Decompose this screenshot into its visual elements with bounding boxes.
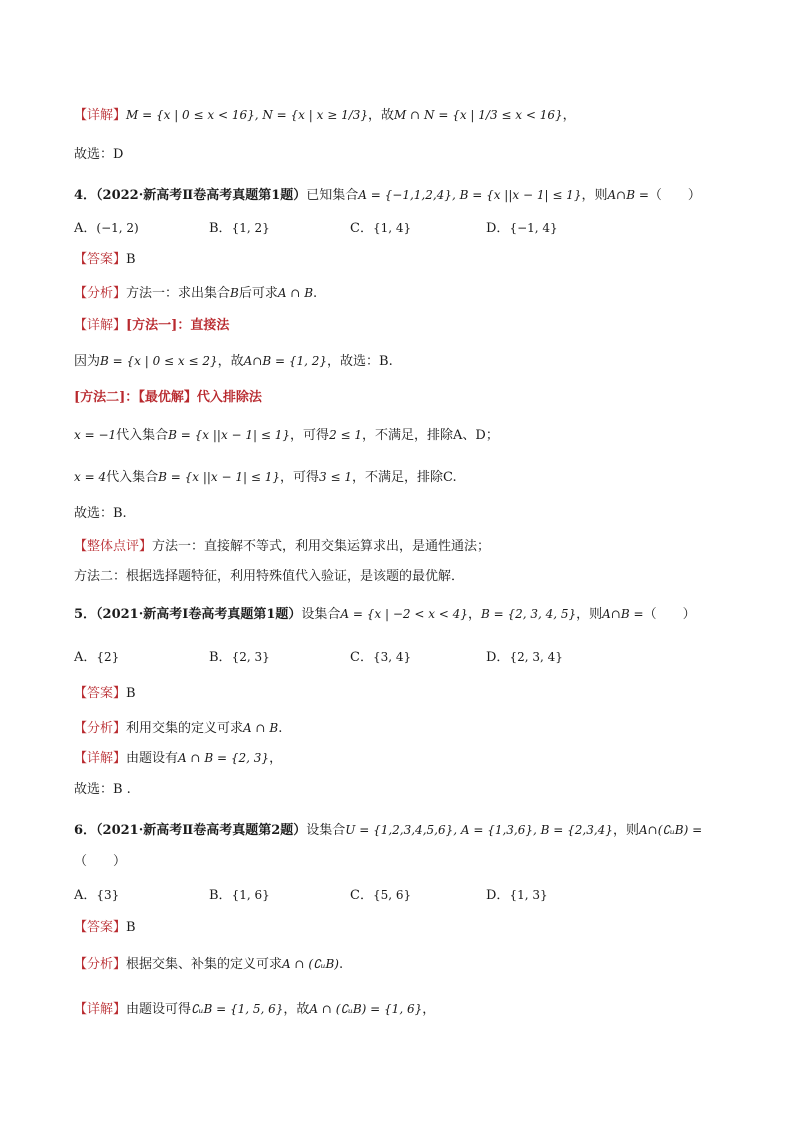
- q4-method2-label: [方法二]：: [74, 390, 139, 405]
- q4-stem-b: ，则: [581, 188, 608, 203]
- q6-detail: 【详解】由题设可得∁ᵤB = {1, 5, 6}，故A ∩ (∁ᵤB) = {1, 6}，: [74, 1002, 436, 1017]
- q6-analysis: 【分析】根据交集、补集的定义可求A ∩ (∁ᵤB).: [74, 957, 344, 972]
- best-bracket: 【最优解】: [138, 390, 197, 405]
- analysis-bracket: 【分析】: [74, 286, 127, 301]
- q5-detail: 【详解】由题设有A ∩ B = {2, 3}，: [74, 751, 283, 766]
- q6-answer: 【答案】B: [74, 920, 136, 935]
- q4-answer: [74, 251, 136, 269]
- q5-option-d: D．{2, 3, 4}: [486, 650, 563, 665]
- q3-detail-line: [74, 106, 576, 125]
- q5-analysis: 【分析】利用交集的定义可求A ∩ B.: [74, 721, 283, 736]
- q4-option-c: C．{1, 4}: [350, 221, 412, 236]
- q4-substitute-1: x = −1代入集合B = {x ||x − 1| ≤ 1}，可得2 ≤ 1，不满足，排除A、D；: [74, 428, 499, 443]
- q3-detail-math1: M = {x | 0 ≤ x < 16}, N = {x | x ≥ 1/3}: [126, 108, 369, 122]
- detail-bracket: 【详解】: [74, 108, 127, 123]
- q4-analysis: 【分析】方法一：求出集合B后可求A ∩ B.: [74, 286, 318, 301]
- q6-option-d: D．{1, 3}: [486, 888, 548, 903]
- q5-choose: 故选：B .: [74, 782, 131, 797]
- answer-bracket: 【答案】: [74, 252, 127, 267]
- q4-option-d: D．{−1, 4}: [486, 221, 558, 236]
- q3-detail-math2: M ∩ N = {x | 1/3 ≤ x < 16}: [394, 108, 563, 122]
- q3-detail-end: ，: [562, 108, 576, 123]
- q4-stem-math2: A∩B =: [607, 188, 649, 202]
- q4-stem-a: 已知集合: [306, 188, 359, 203]
- q6-number: 6．: [74, 823, 97, 838]
- q4-number: 4．: [74, 188, 97, 203]
- q3-detail-text: ，故: [368, 108, 395, 123]
- q4-source: （2022·新高考Ⅱ卷高考真题第1题）: [96, 188, 307, 203]
- q6-stem-paren: （ ）: [74, 854, 127, 869]
- q5-number: 5．: [74, 607, 97, 622]
- q4-method1-label: [方法一]：直接法: [126, 318, 230, 333]
- q6-source: （2021·新高考Ⅱ卷高考真题第2题）: [96, 823, 307, 838]
- q4-method2-heading: [74, 389, 262, 407]
- q5-answer: 【答案】B: [74, 686, 136, 701]
- q4-stem: [74, 186, 701, 205]
- q5-source: （2021·新高考Ⅰ卷高考真题第1题）: [96, 607, 302, 622]
- q5-stem: 5．（2021·新高考Ⅰ卷高考真题第1题）设集合A = {x | −2 < x < 4}，B = {2, 3, 4, 5}，则A∩B =（ ）: [74, 607, 696, 622]
- q4-detail-heading: [74, 317, 229, 335]
- q5-option-a: A．{2}: [74, 650, 120, 665]
- q4-overall-method2: 方法二：根据选择题特征，利用特殊值代入验证，是该题的最优解．: [74, 569, 465, 584]
- q3-choose: 故选：D: [74, 147, 124, 162]
- q5-option-c: C．{3, 4}: [350, 650, 412, 665]
- q4-overall: 【整体点评】方法一：直接解不等式，利用交集运算求出，是通性通法；: [74, 539, 491, 554]
- q4-choose: 故选：B.: [74, 506, 127, 521]
- q4-because: 因为B = {x | 0 ≤ x ≤ 2}，故A∩B = {1, 2}，故选：B.: [74, 354, 393, 369]
- q4-answer-value: B: [126, 252, 136, 267]
- q4-method2-name: 代入排除法: [196, 390, 262, 405]
- overall-bracket: 【整体点评】: [74, 539, 153, 554]
- q4-stem-c: （ ）: [648, 188, 701, 203]
- q4-option-a: A．(−1, 2): [74, 221, 139, 236]
- q6-stem: 6．（2021·新高考Ⅱ卷高考真题第2题）设集合U = {1,2,3,4,5,6}, A = {1,3,6}, B = {2,3,4}，则A∩(∁ᵤB) =: [74, 823, 703, 838]
- q4-stem-math: A = {−1,1,2,4}, B = {x ||x − 1| ≤ 1}: [358, 188, 582, 202]
- q4-option-b: B．{1, 2}: [209, 221, 270, 236]
- q4-substitute-2: x = 4代入集合B = {x ||x − 1| ≤ 1}，可得3 ≤ 1，不满足，排除C.: [74, 470, 457, 485]
- detail-bracket: 【详解】: [74, 318, 127, 333]
- q6-option-a: A．{3}: [74, 888, 120, 903]
- q6-option-c: C．{5, 6}: [350, 888, 412, 903]
- q6-option-b: B．{1, 6}: [209, 888, 270, 903]
- q5-option-b: B．{2, 3}: [209, 650, 270, 665]
